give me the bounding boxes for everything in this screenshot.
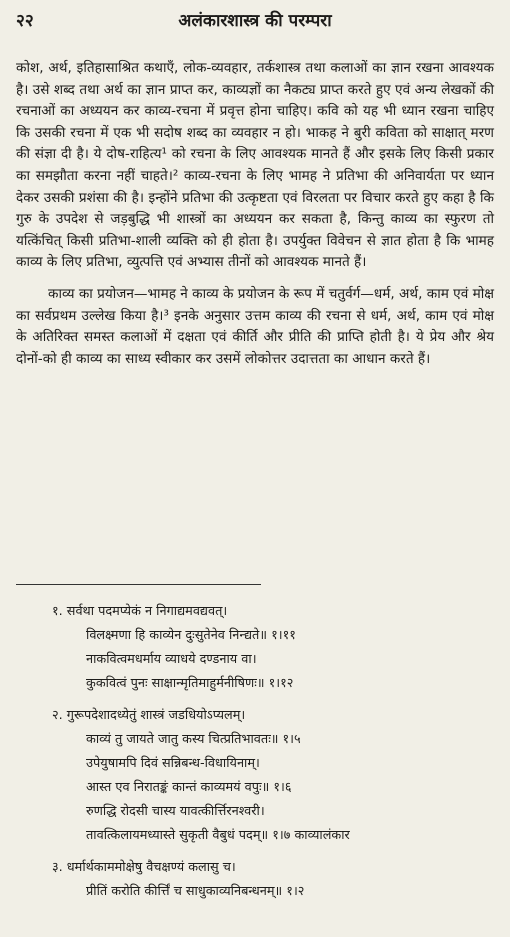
footnote-line: तावत्किलायमध्यास्ते सुकृती वैबुधं पदम्॥ १।७ काव्यालंकार	[86, 828, 350, 843]
paragraph: काव्य का प्रयोजन—भामह ने काव्य के प्रयोजन के रूप में चतुर्वर्ग—धर्म, अर्थ, काम एवं मोक्ष का सर्वप्रथम उल्लेख किया है।³ इनके अनुसार उत्तम काव्य की रचना से धर्म, अर्थ, काम एवं मोक्ष के अतिरिक्त समस्त कलाओं में दक्षता एवं कीर्ति और प्रीति की प्राप्ति होती है। ये प्रेय और श्रेय दोनों-को ही काव्य का साध्य स्वीकार कर उसमें लोकोत्तर उदात्तता का आधान करते हैं।	[16, 285, 494, 367]
running-title: अलंकारशास्त्र की परम्परा	[178, 11, 332, 31]
footnote-line: १. सर्वथा पदमप्येकं न निगाद्यमवद्यवत्।	[52, 604, 228, 619]
footnote-line: २. गुरूपदेशादध्येतुं शास्त्रं जडधियोऽप्यलम्।	[52, 708, 246, 723]
footnote-line: नाकवित्वमधर्माय व्याधये दण्डनाय वा।	[86, 652, 257, 667]
main-text	[16, 58, 494, 370]
footnote-line: उपेयुषामपि दिवं सन्निबन्ध-विधायिनाम्।	[86, 756, 260, 771]
footnote-line: काव्यं तु जायते जातु कस्य चित्प्रतिभावतः॥ १।५	[86, 732, 301, 747]
footnotes	[16, 600, 494, 912]
footnote	[16, 856, 494, 904]
paragraph: कोश, अर्थ, इतिहासाश्रित कथाएँ, लोक-व्यवहार, तर्कशास्त्र तथा कलाओं का ज्ञान रखना आवश्यक है। उसे शब्द तथा अर्थ का ज्ञान प्राप्त कर, काव्यज्ञों का नैकट्य प्राप्त करते हुए एवं अन्य लेखकों की रचनाओं का अध्ययन कर काव्य-रचना में प्रवृत्त होना चाहिए। कवि को यह भी ध्यान रखना चाहिए कि उसकी रचना में एक भी सदोष शब्द का व्यवहार न हो। भाकह ने बुरी कविता को साक्षात् मरण की संज्ञा दी है। ये दोष-राहित्य¹ को रचना के लिए आवश्यक मानते हैं और इसके लिए किसी प्रकार का समझौता करना नहीं चाहते।² काव्य-रचना के लिए भामह ने प्रतिभा की अनिवार्यता पर ध्यान देकर उसकी प्रशंसा की है। इन्होंने प्रतिभा की उत्कृष्टता एवं विरलता पर विचार करते हुए कहा है कि गुरु के उपदेश से जड़बुद्धि भी शास्त्रों का अध्ययन कर सकता है, किन्तु काव्य का स्फुरण तो यत्किंचित् किसी प्रतिभा-शाली व्यक्ति को ही होता है। उपर्युक्त विवेचन से ज्ञात होता है कि भामह काव्य के लिए प्रतिभा, व्युत्पत्ति एवं अभ्यास तीनों को आवश्यक मानते हैं।	[16, 60, 494, 271]
footnote-line: प्रीतिं करोति कीर्त्तिं च साधुकाव्यनिबन्धनम्॥ १।२	[86, 884, 305, 899]
footnote-line: कुकवित्वं पुनः साक्षान्मृतिमाहुर्मनीषिणः॥ १।१२	[86, 676, 294, 691]
page-number: २२	[16, 11, 34, 31]
footnote-line: ३. धर्मार्थकाममोक्षेषु वैचक्षण्यं कलासु च।	[52, 860, 236, 875]
footnote	[16, 600, 494, 696]
footnote-line: विलक्ष्मणा हि काव्येन दुःसुतेनेव निन्द्यते॥ १।११	[86, 628, 296, 643]
footnote-line: आस्त एव निरातङ्कं कान्तं काव्यमयं वपुः॥ १।६	[86, 780, 292, 795]
page-header	[16, 6, 494, 32]
footnote-line: रुणद्धि रोदसी चास्य यावत्कीर्त्तिरनश्वरी।	[86, 804, 265, 819]
footnote	[16, 704, 494, 848]
footnote-divider	[16, 584, 261, 585]
